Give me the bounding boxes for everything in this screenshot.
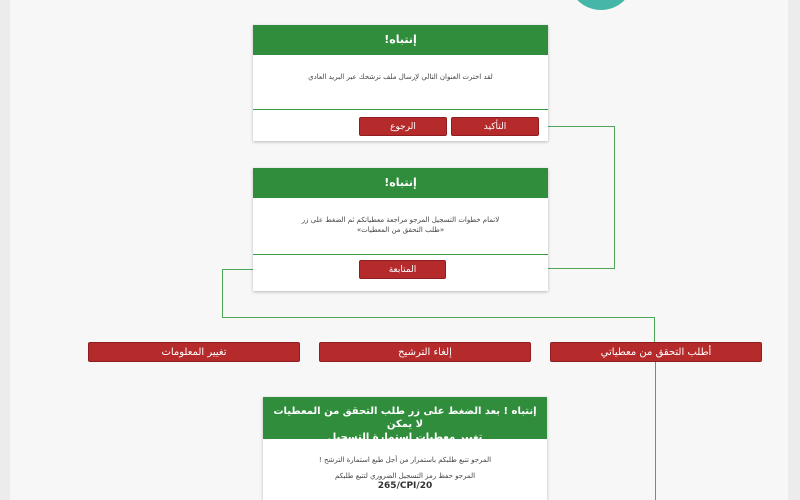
- dialog-title-line: إنتباه ! بعد الضغط على زر طلب التحقق من المعطيات لا يمكن: [273, 406, 537, 430]
- dialog-message-line: لاتمام خطوات التسجيل المرجو مراجعة معطياتكم ثم الضغط على زر: [301, 216, 500, 224]
- dialog-title: إنتباه!: [253, 168, 548, 198]
- connector-verify-down: [655, 362, 656, 500]
- connector-continue-bottom: [222, 317, 655, 318]
- registration-code: 265/CPI/20: [377, 481, 433, 491]
- save-code-notice: المرجو حفظ رمز التسجيل الضروري لتتبع طلبكم: [334, 472, 476, 480]
- follow-up-notice: المرجو تتبع طلبكم باستمرار من أجل طبع استمارة الترشح !: [318, 456, 492, 464]
- cancel-candidacy-button[interactable]: إلغاء الترشيح: [319, 342, 531, 362]
- back-button[interactable]: الرجوع: [359, 117, 447, 136]
- continue-button[interactable]: المتابعة: [359, 260, 446, 279]
- dialog-message: لقد اخترت العنوان التالي لإرسال ملف ترشحك عبر البريد العادي: [308, 73, 493, 81]
- verification-warning-dialog: [263, 397, 547, 500]
- connector-continue-vertical: [222, 269, 223, 318]
- dialog-title: [263, 397, 547, 443]
- dialog-message: [269, 455, 541, 491]
- request-verification-button[interactable]: أطلب التحقق من معطياتي: [550, 342, 762, 362]
- dialog-message: [263, 215, 538, 235]
- dialog-divider: [253, 254, 548, 255]
- confirm-button[interactable]: التأكيد: [451, 117, 539, 136]
- connector-confirm-vertical: [614, 126, 615, 269]
- connector-confirm-horizontal: [539, 126, 615, 127]
- dialog-divider: [253, 109, 548, 110]
- dialog-title-line: تغيير معطيات إستمارة التسجيل: [327, 432, 483, 443]
- dialog-message-line: «طلب التحقق من المعطيات»: [356, 226, 445, 234]
- change-info-button[interactable]: تغيير المعلومات: [88, 342, 300, 362]
- connector-to-verify: [654, 317, 655, 342]
- dialog-title: إنتباه!: [253, 25, 548, 55]
